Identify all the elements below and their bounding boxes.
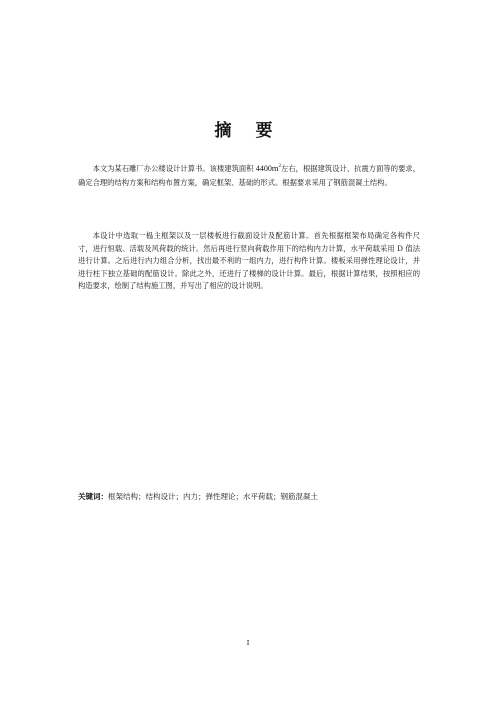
area-unit-exponent: 2 [278, 164, 281, 169]
keywords-label: 关键词： [78, 492, 108, 501]
abstract-title: 摘 要 [214, 121, 282, 141]
paragraph-1-text-after-area: 左右，根据建筑设计、抗震方面等的要求，确定合理的结构方案和结构布置方案，确定框架、基础的形式。根据要求采用了钢筋混凝土结构。 [78, 163, 420, 187]
keywords-text: 框架结构；结构设计；内力；弹性理论；水平荷载；钢筋混凝土 [108, 492, 318, 501]
building-area-value: 4400 [255, 163, 272, 173]
area-unit-base: m [271, 162, 279, 173]
building-area-unit [272, 163, 281, 173]
keywords-line [78, 491, 438, 503]
abstract-paragraph-2: 本设计中选取一榀主框架以及一层楼板进行截面设计及配筋计算。首先根据框架布局确定各构件尺寸，进行恒载、活载及风荷载的统计。然后再进行竖向荷载作用下的结构内力计算，水平荷载采用 D 值法进行计算。之后进行内力组合分析，找出最不利的一组内力，进行构件计算。楼板采用弹性理论设计，并进行柱下独立基础的配筋设计。除此之外，还进行了楼梯的设计计算。最后，根据计算结果，按照相应的构造要求，绘制了结构施工图，并写出了相应的设计说明。 [78, 231, 420, 291]
abstract-paragraph-1 [78, 160, 420, 190]
paragraph-1-text-before-area: 本文为某石雕厂办公楼设计计算书。该楼建筑面积 [92, 163, 256, 173]
page-number: I [246, 639, 250, 647]
